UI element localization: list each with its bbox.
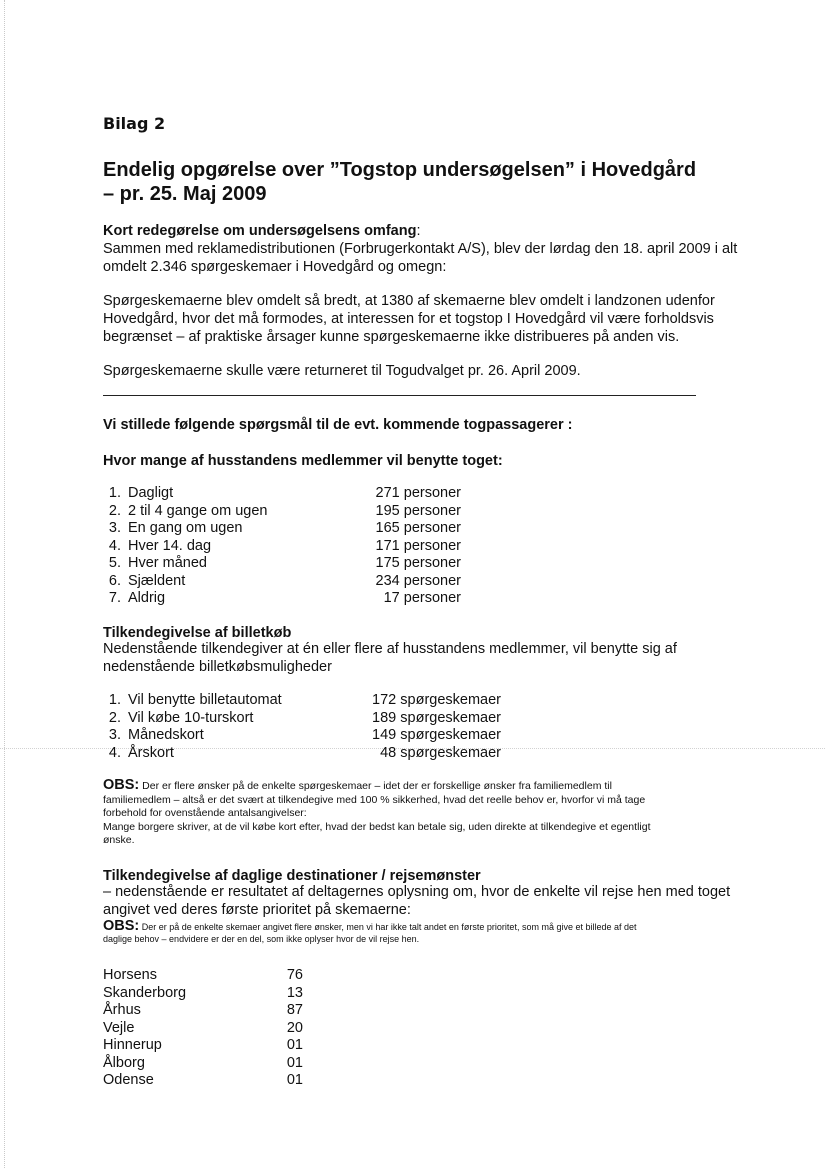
- list-item-count: 149 spørgeskemaer: [372, 727, 501, 743]
- destination-count: 01: [286, 1072, 303, 1088]
- list-item-number: 4.: [108, 537, 121, 554]
- list-item: [103, 538, 503, 556]
- scope-p2-line3: begrænset – af praktiske årsager kunne spørgeskemaerne ikke distribueres på anden vis.: [103, 329, 680, 345]
- section-divider: [103, 395, 696, 396]
- tickets-heading: Tilkendegivelse af billetkøb: [103, 625, 292, 641]
- appendix-label: Bilag 2: [103, 114, 166, 133]
- destination-count: 01: [286, 1037, 303, 1053]
- scan-edge-line: [4, 0, 5, 1168]
- questions-intro: Vi stillede følgende spørgsmål til de evt. kommende togpassagerer :: [103, 417, 573, 433]
- destination-count: 87: [286, 1002, 303, 1018]
- list-item-label: Vil benytte billetautomat: [128, 692, 282, 708]
- scope-p2-line2: Hovedgård, hvor det må formodes, at interessen for et togstop I Hovedgård vil være forholdsvis: [103, 311, 714, 327]
- obs2-line1-row: [103, 920, 813, 933]
- destination-count: 20: [286, 1019, 303, 1036]
- list-item-label: Månedskort: [128, 727, 204, 743]
- destination-row: [103, 1037, 303, 1055]
- list-item-count: 189 spørgeskemaer: [372, 709, 501, 726]
- obs1-line3: forbehold for ovenstående antalsangivelser:: [103, 807, 307, 819]
- tickets-intro: [103, 640, 793, 676]
- list-item: [103, 692, 523, 710]
- usage-list: [103, 485, 503, 608]
- destination-count: 76: [286, 967, 303, 983]
- list-item-count: 165 personer: [375, 520, 461, 536]
- list-item-label: Sjældent: [128, 572, 186, 589]
- obs2-line2: daglige behov – endvidere er der en del, som ikke oplyser hvor de vil rejse hen.: [103, 934, 420, 944]
- destinations-intro-line2: angivet ved deres første prioritet på skemaerne:: [103, 902, 411, 918]
- list-item-label: En gang om ugen: [128, 520, 243, 536]
- list-item: [103, 573, 503, 591]
- usage-heading: Hvor mange af husstandens medlemmer vil benytte toget:: [103, 453, 503, 469]
- title-line-2: – pr. 25. Maj 2009: [103, 183, 267, 205]
- scope-heading: Kort redegørelse om undersøgelsens omfang: [103, 223, 417, 239]
- list-item-label: Hver 14. dag: [128, 537, 212, 554]
- scope-paragraph-2: [103, 292, 793, 346]
- destination-count: 01: [286, 1054, 303, 1071]
- scope-section: [103, 222, 793, 276]
- scope-heading-colon: :: [416, 223, 421, 239]
- destinations-intro: [103, 883, 803, 919]
- obs1-line2: familiemedlem – altså er det svært at tilkendegive med 100 % sikkerhed, hvad det reelle behov er, hvorfor vi må tage: [103, 793, 646, 806]
- list-item-number: 1.: [108, 692, 121, 708]
- obs1-line1-row: [103, 779, 803, 794]
- destination-row: [103, 1055, 303, 1073]
- list-item-count: 17 personer: [383, 590, 461, 606]
- scope-heading-row: [103, 222, 793, 240]
- destination-row: [103, 1002, 303, 1020]
- list-item: [103, 590, 503, 608]
- tickets-list: [103, 692, 523, 762]
- scope-p2-line1: Spørgeskemaerne blev omdelt så bredt, at 1380 af skemaerne blev omdelt i landzonen udenfor: [103, 293, 715, 309]
- list-item-number: 6.: [108, 572, 121, 589]
- list-item: [103, 520, 503, 538]
- list-item-count: 195 personer: [375, 502, 461, 519]
- list-item-number: 2.: [108, 709, 121, 726]
- list-item-number: 1.: [108, 485, 121, 501]
- list-item-count: 271 personer: [375, 485, 461, 501]
- list-item-label: Vil købe 10-turskort: [128, 709, 254, 726]
- list-item: [103, 555, 503, 573]
- list-item-number: 7.: [108, 590, 121, 606]
- scope-p1-line1: Sammen med reklamedistributionen (Forbrugerkontakt A/S), blev der lørdag den 18. april 2009 i alt: [103, 241, 738, 257]
- destination-name: Horsens: [103, 967, 157, 983]
- obs1-line5: ønske.: [103, 834, 135, 846]
- destinations-list: [103, 967, 303, 1090]
- document-title: [103, 158, 696, 206]
- list-item: [103, 745, 523, 763]
- obs1-line4: Mange borgere skriver, at de vil købe kort efter, hvad der bedst kan betale sig, uden direkte at tilkendegive et egentligt: [103, 820, 651, 833]
- list-item-count: 171 personer: [375, 537, 461, 554]
- scope-p1-line2: omdelt 2.346 spørgeskemaer i Hovedgård og omegn:: [103, 259, 447, 275]
- list-item: [103, 710, 523, 728]
- destination-row: [103, 967, 303, 985]
- list-item-count: 172 spørgeskemaer: [372, 692, 501, 708]
- obs2-label: OBS:: [103, 918, 140, 934]
- obs1-line1: Der er flere ønsker på de enkelte spørgeskemaer – idet der er forskellige ønsker fra familiemedlem til: [142, 780, 612, 792]
- list-item: [103, 485, 503, 503]
- list-item-number: 4.: [108, 744, 121, 761]
- list-item-label: 2 til 4 gange om ugen: [128, 502, 268, 519]
- tickets-intro-line2: nedenstående billetkøbsmuligheder: [103, 659, 332, 675]
- destination-name: Hinnerup: [103, 1037, 162, 1053]
- destination-count: 13: [286, 984, 303, 1001]
- scope-p3: Spørgeskemaerne skulle være returneret til Togudvalget pr. 26. April 2009.: [103, 363, 581, 379]
- destination-row: [103, 985, 303, 1003]
- list-item-count: 48 spørgeskemaer: [380, 744, 501, 761]
- list-item-number: 3.: [108, 727, 121, 743]
- list-item-label: Årskort: [128, 744, 174, 761]
- obs2-line1: Der er på de enkelte skemaer angivet flere ønsker, men vi har ikke talt andet en første prioritet, som må give et billede af det: [141, 922, 637, 932]
- list-item: [103, 503, 503, 521]
- obs-note-2: [103, 920, 813, 945]
- list-item-label: Aldrig: [128, 590, 166, 606]
- tickets-intro-line1: Nedenstående tilkendegiver at én eller flere af husstandens medlemmer, vil benytte sig af: [103, 641, 677, 657]
- destination-name: Århus: [103, 1002, 141, 1018]
- destinations-intro-line1: – nedenstående er resultatet af deltagernes oplysning om, hvor de enkelte vil rejse hen med toget: [103, 884, 731, 900]
- obs1-label: OBS:: [103, 777, 140, 793]
- destination-name: Ålborg: [103, 1054, 145, 1071]
- list-item: [103, 727, 523, 745]
- list-item-count: 234 personer: [375, 572, 461, 589]
- destination-name: Vejle: [103, 1019, 135, 1036]
- list-item-count: 175 personer: [375, 555, 461, 571]
- list-item-label: Dagligt: [128, 485, 174, 501]
- list-item-label: Hver måned: [128, 555, 207, 571]
- destination-row: [103, 1020, 303, 1038]
- list-item-number: 5.: [108, 555, 121, 571]
- title-line-1: Endelig opgørelse over ”Togstop undersøgelsen” i Hovedgård: [103, 159, 697, 181]
- list-item-number: 3.: [108, 520, 121, 536]
- destination-name: Skanderborg: [103, 984, 187, 1001]
- destination-row: [103, 1072, 303, 1090]
- destination-name: Odense: [103, 1072, 154, 1088]
- obs-note-1: [103, 779, 803, 848]
- list-item-number: 2.: [108, 502, 121, 519]
- destinations-heading: Tilkendegivelse af daglige destinationer / rejsemønster: [103, 868, 481, 884]
